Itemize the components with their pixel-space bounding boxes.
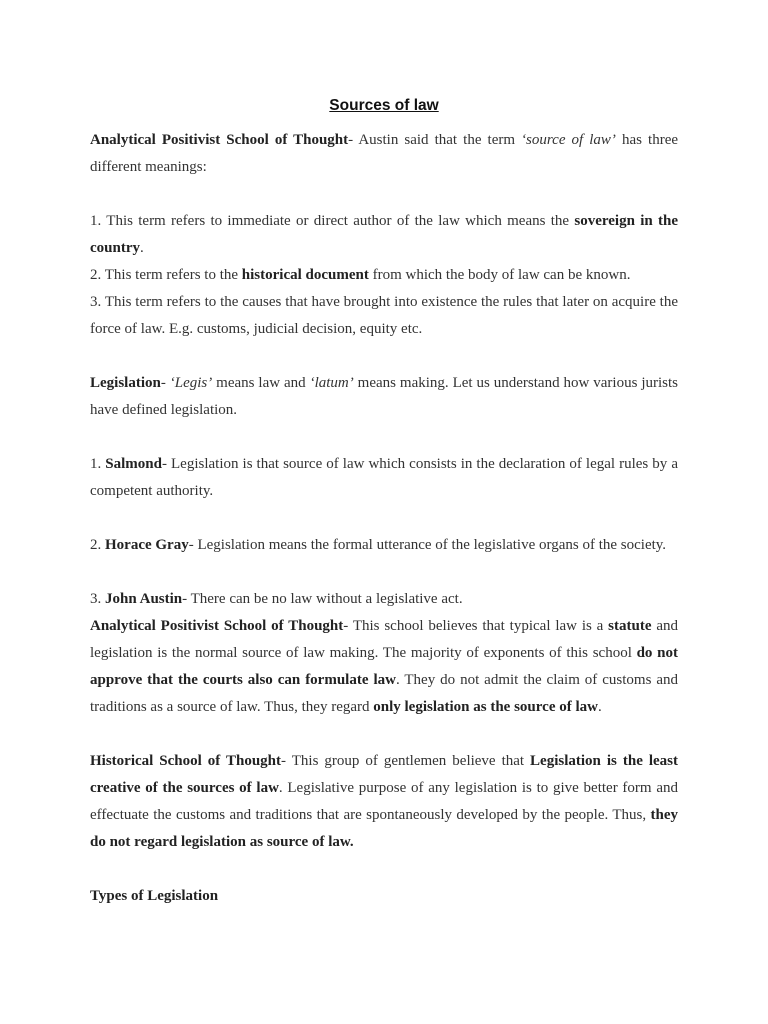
legislation-heading: Legislation (90, 375, 161, 391)
intro-term: ‘source of law’ (521, 132, 616, 148)
blank-line (90, 505, 678, 532)
page-title: Sources of law (329, 97, 439, 114)
jurist-item-gray: 2. Horace Gray- Legislation means the formal utterance of the legislative organs of the society. (90, 537, 667, 553)
intro-heading: Analytical Positivist School of Thought (90, 132, 349, 148)
document-page (90, 92, 678, 910)
blank-line (90, 721, 678, 748)
analytical-heading: Analytical Positivist School of Thought (90, 618, 344, 634)
intro-paragraph: Analytical Positivist School of Thought- Austin said that the term ‘source of law’ has three different meanings: (90, 132, 679, 175)
blank-line (90, 181, 678, 208)
historical-paragraph: Historical School of Thought- This group of gentlemen believe that Legislation is the least creative of the sources of law. Legislative purpose of any legislation is to give better form and effectuate the customs and traditions that are spontaneously developed by the people. Thus, they do not regard legislation as source of law. (90, 753, 678, 850)
analytical-paragraph: Analytical Positivist School of Thought- This school believes that typical law is a statute and legislation is the normal source of law making. The majority of exponents of this school do not approve that the courts also can formulate law. They do not admit the claim of customs and traditions as a source of law. Thus, they regard only legislation as the source of law. (90, 618, 678, 715)
jurist-item-salmond: 1. Salmond- Legislation is that source of law which consists in the declaration of legal rules by a competent authority. (90, 456, 678, 499)
blank-line (90, 424, 678, 451)
historical-heading: Historical School of Thought (90, 753, 282, 769)
blank-line (90, 856, 678, 883)
blank-line (90, 559, 678, 586)
meaning-item-1: 1. This term refers to immediate or direct author of the law which means the sovereign in the country. (90, 213, 679, 256)
blank-line (90, 343, 678, 370)
meaning-item-2: 2. This term refers to the historical document from which the body of law can be known. (90, 267, 631, 283)
legislation-paragraph: Legislation- ‘Legis’ means law and ‘latum’ means making. Let us understand how various jurists have defined legislation. (90, 375, 678, 418)
types-heading: Types of Legislation (90, 888, 219, 904)
meaning-item-3: 3. This term refers to the causes that have brought into existence the rules that later on acquire the force of law. E.g. customs, judicial decision, equity etc. (90, 294, 679, 337)
jurist-item-austin: 3. John Austin- There can be no law without a legislative act. (90, 591, 463, 607)
types-heading-paragraph (90, 883, 678, 910)
